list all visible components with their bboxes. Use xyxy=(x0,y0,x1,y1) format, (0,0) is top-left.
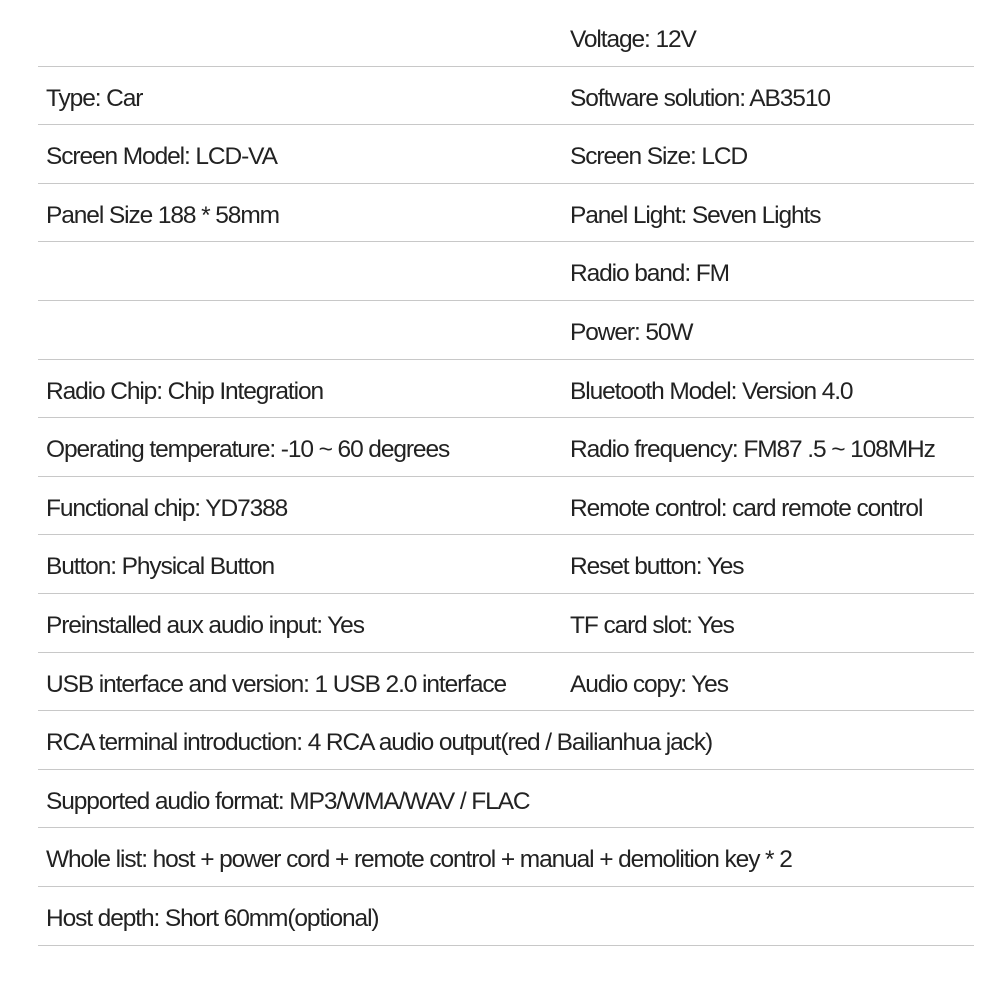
spec-radio-band: Radio band: FM xyxy=(570,260,729,288)
spec-audio-copy: Audio copy: Yes xyxy=(570,670,728,698)
spec-row-functional-chip xyxy=(38,477,974,536)
spec-button: Button: Physical Button xyxy=(46,553,275,581)
spec-host-depth: Host depth: Short 60mm(optional) xyxy=(46,905,379,932)
spec-row-screen xyxy=(38,125,974,184)
spec-screen-model: Screen Model: LCD-VA xyxy=(46,143,277,171)
spec-row-panel xyxy=(38,184,974,243)
spec-row-host-depth xyxy=(38,887,974,946)
spec-radio-frequency: Radio frequency: FM87 .5 ~ 108MHz xyxy=(570,436,935,464)
spec-row-rca xyxy=(38,711,974,770)
spec-row-usb xyxy=(38,653,974,712)
spec-row-radio-chip xyxy=(38,360,974,419)
spec-operating-temperature: Operating temperature: -10 ~ 60 degrees xyxy=(46,436,450,464)
spec-table xyxy=(38,8,974,946)
spec-remote-control: Remote control: card remote control xyxy=(570,494,923,522)
spec-reset-button: Reset button: Yes xyxy=(570,553,744,581)
spec-software-solution: Software solution: AB3510 xyxy=(570,84,830,112)
spec-aux-input: Preinstalled aux audio input: Yes xyxy=(46,612,364,640)
spec-row-aux xyxy=(38,594,974,653)
spec-audio-format: Supported audio format: MP3/WMA/WAV / FLAC xyxy=(46,787,530,815)
spec-row-type xyxy=(38,67,974,126)
spec-functional-chip: Functional chip: YD7388 xyxy=(46,494,288,522)
spec-radio-chip: Radio Chip: Chip Integration xyxy=(46,377,323,405)
spec-screen-size: Screen Size: LCD xyxy=(570,143,748,171)
spec-tf-card-slot: TF card slot: Yes xyxy=(570,612,734,640)
spec-voltage: Voltage: 12V xyxy=(570,26,696,54)
spec-rca-terminal: RCA terminal introduction: 4 RCA audio output(red / Bailianhua jack) xyxy=(46,729,713,757)
spec-row-temperature xyxy=(38,418,974,477)
spec-power: Power: 50W xyxy=(570,319,693,347)
spec-usb-interface: USB interface and version: 1 USB 2.0 interface xyxy=(46,670,507,698)
spec-bluetooth-model: Bluetooth Model: Version 4.0 xyxy=(570,377,853,405)
spec-row-power xyxy=(38,301,974,360)
spec-row-radio-band xyxy=(38,242,974,301)
spec-row-button xyxy=(38,535,974,594)
spec-panel-size: Panel Size 188 * 58mm xyxy=(46,201,279,229)
spec-type: Type: Car xyxy=(46,84,143,112)
spec-row-voltage xyxy=(38,8,974,67)
spec-row-whole-list xyxy=(38,828,974,887)
spec-whole-list: Whole list: host + power cord + remote control + manual + demolition key * 2 xyxy=(46,846,792,874)
spec-row-audio-format xyxy=(38,770,974,829)
spec-panel-light: Panel Light: Seven Lights xyxy=(570,201,821,229)
